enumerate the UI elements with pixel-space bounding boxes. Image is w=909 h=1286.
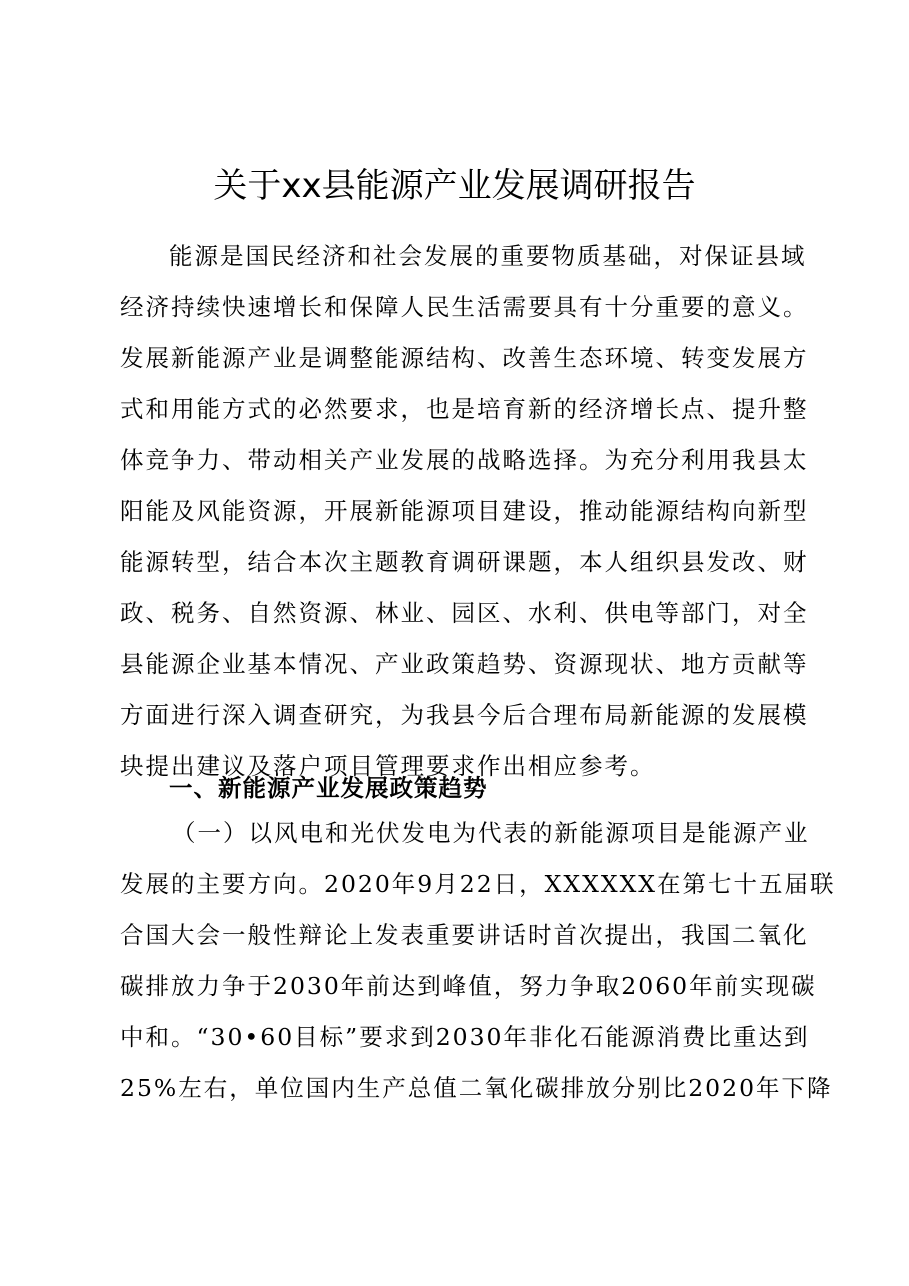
paragraph-line: 碳排放力争于2030年前达到峰值，努力争取2060年前实现碳 xyxy=(120,972,817,1000)
paragraph-line: 阳能及风能资源，开展新能源项目建设，推动能源结构向新型 xyxy=(120,497,809,525)
paragraph-line: 方面进行深入调查研究，为我县今后合理布局新能源的发展模 xyxy=(120,701,809,729)
paragraph-line: 25%左右，单位国内生产总值二氧化碳排放分别比2020年下降 xyxy=(120,1074,833,1102)
paragraph-line: 发展新能源产业是调整能源结构、改善生态环境、转变发展方 xyxy=(120,344,809,372)
paragraph-line: 体竞争力、带动相关产业发展的战略选择。为充分利用我县太 xyxy=(120,446,809,474)
paragraph-line: 政、税务、自然资源、林业、园区、水利、供电等部门，对全 xyxy=(120,599,809,627)
paragraph-line: 县能源企业基本情况、产业政策趋势、资源现状、地方贡献等 xyxy=(120,650,809,678)
paragraph-line: 式和用能方式的必然要求，也是培育新的经济增长点、提升整 xyxy=(120,395,809,423)
paragraph-line: 能源转型，结合本次主题教育调研课题，本人组织县发改、财 xyxy=(120,548,809,576)
paragraph-line: 合国大会一般性辩论上发表重要讲话时首次提出，我国二氧化 xyxy=(120,921,809,949)
paragraph-line: 块提出建议及落户项目管理要求作出相应参考。 xyxy=(120,752,656,780)
section-heading: 一、新能源产业发展政策趋势 xyxy=(169,774,488,802)
document-title: 关于xx县能源产业发展调研报告 xyxy=(213,166,696,206)
paragraph-line: 经济持续快速增长和保障人民生活需要具有十分重要的意义。 xyxy=(120,293,809,321)
paragraph-line: 能源是国民经济和社会发展的重要物质基础，对保证县域 xyxy=(169,242,807,270)
paragraph-line: 发展的主要方向。2020年9月22日，XXXXXX在第七十五届联 xyxy=(120,870,836,898)
paragraph-line: （一）以风电和光伏发电为代表的新能源项目是能源产业 xyxy=(172,819,810,847)
paragraph-line: 中和。“30•60目标”要求到2030年非化石能源消费比重达到 xyxy=(120,1023,810,1051)
